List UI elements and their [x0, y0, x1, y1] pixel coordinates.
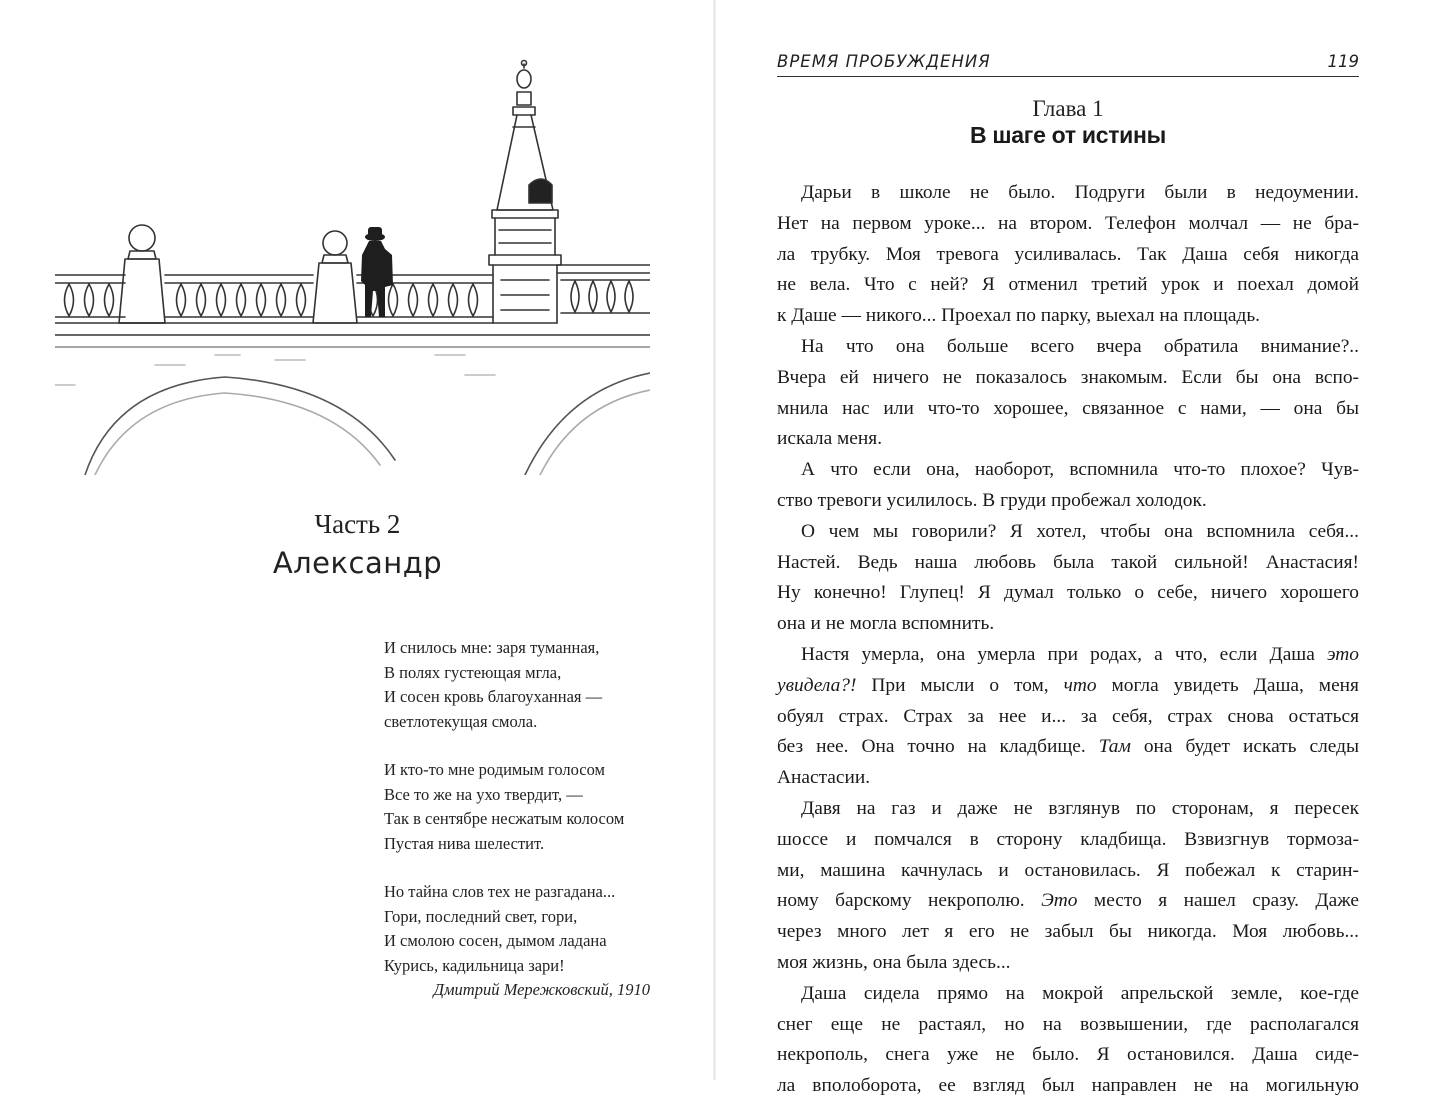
text-line: она и не могла вспомнить. — [777, 613, 995, 635]
epigraph-poem — [384, 636, 684, 1003]
bridge-illustration — [55, 55, 650, 475]
text-line: некрополь, снега уже не было. Я остановился. Даша сиде- — [777, 1044, 1359, 1066]
text-line: Дарьи в школе не было. Подруги были в недоумении. — [801, 182, 1359, 203]
chapter-body — [777, 178, 1359, 1102]
text-line: А что если она, наоборот, вспомнила что-то плохое? Чув- — [801, 459, 1359, 481]
poem-line: Но тайна слов тех не разгадана... — [384, 882, 616, 901]
text-line: искала меня. — [777, 428, 883, 450]
text-line: не вела. Что с ней? Я отменил третий урок и поехал домой — [777, 274, 1359, 296]
poem-line: В полях густеющая мгла, — [384, 662, 562, 682]
paragraph — [777, 794, 1359, 979]
poem-line: светлотекущая смола. — [384, 711, 538, 731]
running-title: ВРЕМЯ ПРОБУЖДЕНИЯ — [777, 52, 991, 71]
text-line: О чем мы говорили? Я хотел, чтобы она вспомнила себя... — [801, 520, 1359, 542]
paragraph — [777, 332, 1359, 455]
chapter-title: В шаге от истины — [970, 122, 1166, 148]
poem-stanza — [384, 758, 684, 856]
text-line: через много лет я его не забыл бы никогда. Моя любовь... — [777, 921, 1359, 943]
poem-attribution: Дмитрий Мережковский, 1910 — [433, 980, 650, 999]
text-line: шоссе и помчался в сторону кладбища. Взвизгнув тормоза- — [777, 828, 1359, 850]
poem-line: Так в сентябре несжатым колосом — [384, 809, 625, 828]
paragraph — [777, 517, 1359, 640]
text-line: ми, машина качнулась и остановилась. Я побежал к старин- — [777, 859, 1359, 881]
poem-line: Гори, последний свет, гори, — [384, 906, 578, 926]
text-line: Настя умерла, она умерла при родах, а что, если Даша это — [801, 643, 1359, 665]
paragraph — [777, 640, 1359, 794]
poem-line: И смолою сосен, дымом ладана — [384, 931, 607, 950]
text-line: ному барскому некрополю. Это место я нашел сразу. Даже — [777, 890, 1359, 912]
text-line: Давя на газ и даже не взглянув по сторонам, я пересек — [801, 797, 1359, 819]
poem-line: Все то же на ухо твердит, — — [384, 784, 583, 804]
text-line: Настей. Ведь наша любовь была такой сильной! Анастасия! — [777, 551, 1359, 573]
chapter-label: Глава 1 — [1032, 96, 1104, 121]
paragraph — [777, 455, 1359, 517]
text-line: ство тревоги усилилось. В груди пробежал холодок. — [777, 489, 1207, 511]
text-line: Ну конечно! Глупец! Я думал только о себе, ничего хорошего — [777, 582, 1359, 604]
text-line: без нее. Она точно на кладбище. Там она будет искать следы — [777, 736, 1359, 758]
left-page — [0, 0, 715, 1080]
poem-line: И кто-то мне родимым голосом — [384, 760, 605, 779]
poem-line: И сосен кровь благоуханная — — [384, 687, 603, 706]
text-line: мнила нас или что-то хорошее, связанное с нами, — она бы — [777, 397, 1359, 419]
paragraph — [777, 979, 1359, 1102]
text-line: Нет на первом уроке... на втором. Телефон молчал — не бра- — [777, 212, 1359, 234]
right-page — [715, 0, 1431, 1097]
text-line: обуял страх. Страх за нее и... за себя, страх снова остаться — [777, 705, 1359, 727]
text-line: увидела?! При мысли о том, что могла увидеть Даша, меня — [777, 674, 1359, 696]
poem-stanza — [384, 636, 684, 734]
poem-line: Пустая нива шелестит. — [384, 833, 545, 853]
text-line: На что она больше всего вчера обратила внимание?.. — [801, 335, 1359, 357]
poem-stanza — [384, 880, 684, 978]
paragraph — [777, 178, 1359, 332]
poem-line: И снилось мне: заря туманная, — [384, 638, 600, 657]
text-line: ла вполоборота, ее взгляд был направлен не на могильную — [777, 1075, 1359, 1097]
text-line: ла трубку. Моя тревога усиливалась. Так Даша себя никогда — [777, 243, 1359, 265]
running-header — [777, 50, 1359, 77]
text-line: Вчера ей ничего не показалось знакомым. Если бы она вспо- — [777, 366, 1359, 388]
part-label: Часть 2 — [314, 509, 401, 539]
text-line: Анастасии. — [777, 767, 871, 789]
part-title: Александр — [272, 546, 443, 580]
page-number: 119 — [1327, 52, 1359, 71]
text-line: моя жизнь, она была здесь... — [777, 951, 1011, 973]
text-line: снег еще не растаял, но на возвышении, где располагался — [777, 1013, 1359, 1035]
poem-line: Курись, кадильница зари! — [384, 955, 565, 975]
text-line: Даша сидела прямо на мокрой апрельской земле, кое-где — [801, 982, 1359, 1004]
text-line: к Даше — никого... Проехал по парку, выехал на площадь. — [777, 305, 1261, 327]
